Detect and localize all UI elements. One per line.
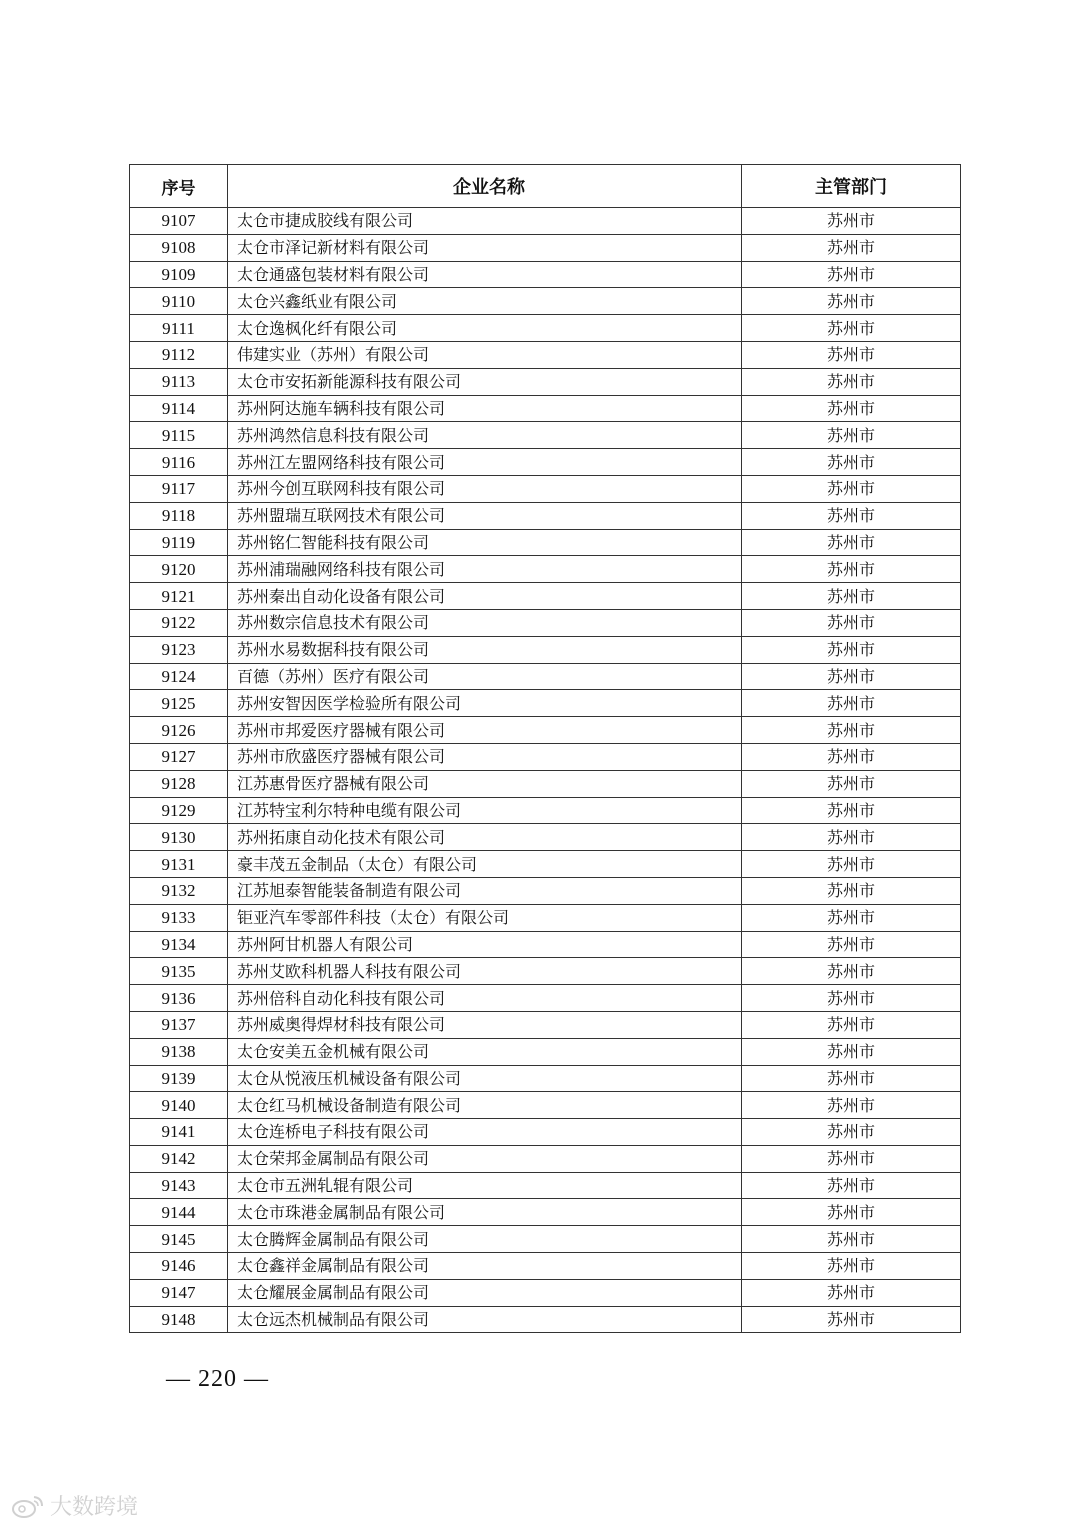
row-dept: 苏州市 [742, 958, 961, 985]
header-num: 序号 [130, 165, 228, 208]
row-num: 9125 [130, 690, 228, 717]
row-num: 9122 [130, 609, 228, 636]
row-dept: 苏州市 [742, 663, 961, 690]
row-num: 9143 [130, 1172, 228, 1199]
row-dept: 苏州市 [742, 1065, 961, 1092]
row-dept: 苏州市 [742, 717, 961, 744]
row-company-name: 太仓远杰机械制品有限公司 [228, 1306, 742, 1333]
row-num: 9108 [130, 234, 228, 261]
row-company-name: 太仓从悦液压机械设备有限公司 [228, 1065, 742, 1092]
table-row [130, 1199, 961, 1226]
row-num: 9121 [130, 583, 228, 610]
row-company-name: 太仓红马机械设备制造有限公司 [228, 1092, 742, 1119]
row-num: 9131 [130, 851, 228, 878]
table-row [130, 449, 961, 476]
row-company-name: 苏州倍科自动化科技有限公司 [228, 985, 742, 1012]
table-row [130, 877, 961, 904]
row-dept: 苏州市 [742, 1226, 961, 1253]
table-row [130, 663, 961, 690]
row-company-name: 苏州市欣盛医疗器械有限公司 [228, 743, 742, 770]
table-row [130, 422, 961, 449]
table-row [130, 770, 961, 797]
row-dept: 苏州市 [742, 1092, 961, 1119]
row-num: 9119 [130, 529, 228, 556]
row-dept: 苏州市 [742, 556, 961, 583]
row-dept: 苏州市 [742, 1119, 961, 1146]
row-company-name: 苏州江左盟网络科技有限公司 [228, 449, 742, 476]
row-dept: 苏州市 [742, 824, 961, 851]
row-num: 9142 [130, 1145, 228, 1172]
table-row [130, 1065, 961, 1092]
row-num: 9123 [130, 636, 228, 663]
row-company-name: 苏州阿达施车辆科技有限公司 [228, 395, 742, 422]
row-dept: 苏州市 [742, 261, 961, 288]
row-num: 9107 [130, 208, 228, 235]
row-num: 9114 [130, 395, 228, 422]
table-row [130, 1279, 961, 1306]
table-row [130, 1253, 961, 1280]
row-company-name: 苏州浦瑞融网络科技有限公司 [228, 556, 742, 583]
table-row [130, 502, 961, 529]
table-row [130, 1226, 961, 1253]
row-dept: 苏州市 [742, 743, 961, 770]
row-company-name: 太仓兴鑫纸业有限公司 [228, 288, 742, 315]
row-num: 9124 [130, 663, 228, 690]
row-dept: 苏州市 [742, 931, 961, 958]
table-row [130, 851, 961, 878]
row-num: 9111 [130, 315, 228, 342]
row-dept: 苏州市 [742, 636, 961, 663]
row-company-name: 江苏旭泰智能装备制造有限公司 [228, 877, 742, 904]
table-row [130, 261, 961, 288]
row-num: 9127 [130, 743, 228, 770]
row-num: 9109 [130, 261, 228, 288]
watermark-text: 大数跨境 [50, 1495, 139, 1520]
row-num: 9126 [130, 717, 228, 744]
table-row [130, 931, 961, 958]
row-dept: 苏州市 [742, 797, 961, 824]
row-num: 9115 [130, 422, 228, 449]
row-dept: 苏州市 [742, 1253, 961, 1280]
row-num: 9118 [130, 502, 228, 529]
row-num: 9148 [130, 1306, 228, 1333]
row-num: 9137 [130, 1011, 228, 1038]
row-num: 9128 [130, 770, 228, 797]
table-row [130, 985, 961, 1012]
table-row [130, 556, 961, 583]
row-dept: 苏州市 [742, 985, 961, 1012]
row-company-name: 苏州安智因医学检验所有限公司 [228, 690, 742, 717]
row-dept: 苏州市 [742, 208, 961, 235]
table-row [130, 234, 961, 261]
row-num: 9113 [130, 368, 228, 395]
row-company-name: 太仓连桥电子科技有限公司 [228, 1119, 742, 1146]
row-dept: 苏州市 [742, 449, 961, 476]
row-dept: 苏州市 [742, 1199, 961, 1226]
row-company-name: 太仓荣邦金属制品有限公司 [228, 1145, 742, 1172]
row-num: 9138 [130, 1038, 228, 1065]
row-num: 9144 [130, 1199, 228, 1226]
row-company-name: 太仓安美五金机械有限公司 [228, 1038, 742, 1065]
row-dept: 苏州市 [742, 529, 961, 556]
row-dept: 苏州市 [742, 1279, 961, 1306]
row-num: 9136 [130, 985, 228, 1012]
row-company-name: 钜亚汽车零部件科技（太仓）有限公司 [228, 904, 742, 931]
row-company-name: 苏州今创互联网科技有限公司 [228, 475, 742, 502]
table-row [130, 1011, 961, 1038]
weibo-logo-icon [10, 1493, 46, 1519]
row-company-name: 太仓市安拓新能源科技有限公司 [228, 368, 742, 395]
row-dept: 苏州市 [742, 315, 961, 342]
row-num: 9147 [130, 1279, 228, 1306]
row-company-name: 太仓腾辉金属制品有限公司 [228, 1226, 742, 1253]
row-dept: 苏州市 [742, 1172, 961, 1199]
row-dept: 苏州市 [742, 1011, 961, 1038]
row-dept: 苏州市 [742, 234, 961, 261]
row-num: 9140 [130, 1092, 228, 1119]
row-company-name: 太仓鑫祥金属制品有限公司 [228, 1253, 742, 1280]
row-dept: 苏州市 [742, 904, 961, 931]
page-number: — 220 — [166, 1366, 269, 1392]
table-row [130, 1306, 961, 1333]
row-dept: 苏州市 [742, 1306, 961, 1333]
row-company-name: 苏州阿甘机器人有限公司 [228, 931, 742, 958]
row-dept: 苏州市 [742, 690, 961, 717]
row-dept: 苏州市 [742, 1145, 961, 1172]
row-dept: 苏州市 [742, 877, 961, 904]
table-row [130, 583, 961, 610]
table-row [130, 636, 961, 663]
table-row [130, 341, 961, 368]
row-dept: 苏州市 [742, 368, 961, 395]
row-num: 9135 [130, 958, 228, 985]
table-row [130, 958, 961, 985]
table-row [130, 717, 961, 744]
table-header-row [130, 165, 961, 208]
row-company-name: 太仓通盛包装材料有限公司 [228, 261, 742, 288]
row-company-name: 苏州威奥得焊材科技有限公司 [228, 1011, 742, 1038]
row-dept: 苏州市 [742, 583, 961, 610]
row-company-name: 苏州艾欧科机器人科技有限公司 [228, 958, 742, 985]
company-table [129, 164, 961, 1333]
table-row [130, 288, 961, 315]
table-body [130, 208, 961, 1333]
row-company-name: 江苏特宝利尔特种电缆有限公司 [228, 797, 742, 824]
table-row [130, 1172, 961, 1199]
table-row [130, 315, 961, 342]
row-num: 9132 [130, 877, 228, 904]
row-dept: 苏州市 [742, 609, 961, 636]
row-num: 9134 [130, 931, 228, 958]
row-dept: 苏州市 [742, 770, 961, 797]
table-row [130, 609, 961, 636]
row-num: 9141 [130, 1119, 228, 1146]
table-row [130, 395, 961, 422]
table-row [130, 1092, 961, 1119]
row-company-name: 苏州水易数据科技有限公司 [228, 636, 742, 663]
table-row [130, 824, 961, 851]
header-name: 企业名称 [228, 165, 742, 208]
row-num: 9129 [130, 797, 228, 824]
row-dept: 苏州市 [742, 1038, 961, 1065]
table-row [130, 797, 961, 824]
row-dept: 苏州市 [742, 288, 961, 315]
table-row [130, 690, 961, 717]
row-num: 9133 [130, 904, 228, 931]
row-num: 9145 [130, 1226, 228, 1253]
row-dept: 苏州市 [742, 475, 961, 502]
row-num: 9112 [130, 341, 228, 368]
row-company-name: 百德（苏州）医疗有限公司 [228, 663, 742, 690]
row-company-name: 苏州秦出自动化设备有限公司 [228, 583, 742, 610]
row-num: 9139 [130, 1065, 228, 1092]
row-num: 9146 [130, 1253, 228, 1280]
row-dept: 苏州市 [742, 851, 961, 878]
row-company-name: 苏州市邦爱医疗器械有限公司 [228, 717, 742, 744]
row-company-name: 豪丰茂五金制品（太仓）有限公司 [228, 851, 742, 878]
row-company-name: 苏州铭仁智能科技有限公司 [228, 529, 742, 556]
row-company-name: 太仓市泽记新材料有限公司 [228, 234, 742, 261]
row-dept: 苏州市 [742, 422, 961, 449]
header-dept: 主管部门 [742, 165, 961, 208]
row-company-name: 江苏惠骨医疗器械有限公司 [228, 770, 742, 797]
table-row [130, 1119, 961, 1146]
row-num: 9110 [130, 288, 228, 315]
row-company-name: 苏州拓康自动化技术有限公司 [228, 824, 742, 851]
row-company-name: 苏州鸿然信息科技有限公司 [228, 422, 742, 449]
row-company-name: 太仓耀展金属制品有限公司 [228, 1279, 742, 1306]
row-num: 9130 [130, 824, 228, 851]
table-row [130, 1038, 961, 1065]
table-row [130, 743, 961, 770]
table-row [130, 475, 961, 502]
row-company-name: 苏州盟瑞互联网技术有限公司 [228, 502, 742, 529]
row-company-name: 太仓市捷成胶线有限公司 [228, 208, 742, 235]
row-dept: 苏州市 [742, 341, 961, 368]
row-num: 9120 [130, 556, 228, 583]
row-company-name: 苏州数宗信息技术有限公司 [228, 609, 742, 636]
row-dept: 苏州市 [742, 395, 961, 422]
watermark [10, 1490, 138, 1521]
table-row [130, 529, 961, 556]
row-company-name: 伟建实业（苏州）有限公司 [228, 341, 742, 368]
table-row [130, 208, 961, 235]
row-num: 9117 [130, 475, 228, 502]
table-row [130, 1145, 961, 1172]
row-dept: 苏州市 [742, 502, 961, 529]
table-row [130, 904, 961, 931]
table-row [130, 368, 961, 395]
row-company-name: 太仓市珠港金属制品有限公司 [228, 1199, 742, 1226]
row-num: 9116 [130, 449, 228, 476]
row-company-name: 太仓逸枫化纤有限公司 [228, 315, 742, 342]
row-company-name: 太仓市五洲轧辊有限公司 [228, 1172, 742, 1199]
